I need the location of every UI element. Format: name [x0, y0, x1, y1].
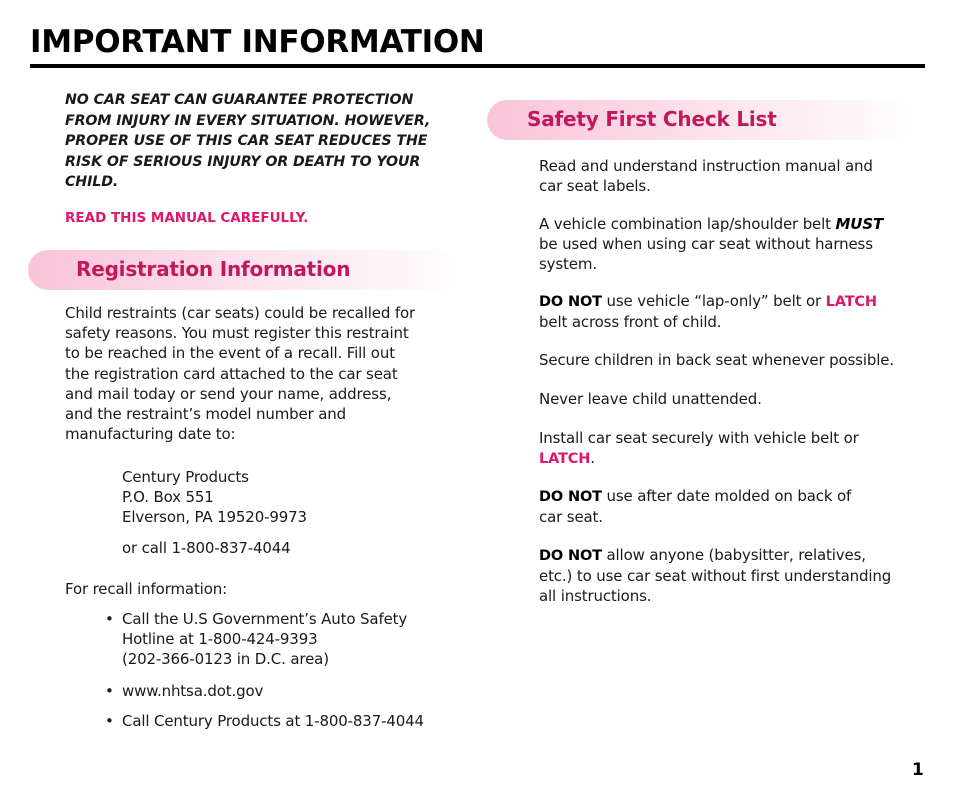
body-line: manufacturing date to:: [65, 425, 236, 444]
registration-heading: Registration Information: [76, 257, 351, 281]
latch-label: LATCH: [825, 294, 877, 310]
body-line: the registration card attached to the car seat: [65, 364, 398, 383]
warning-line: NO CAR SEAT CAN GUARANTEE PROTECTION: [65, 92, 414, 108]
body-line: and mail today or send your name, address,: [65, 384, 392, 403]
safety-warning: [65, 90, 460, 193]
address-city: Elverson, PA 19520-9973: [122, 508, 307, 527]
checklist-item: Never leave child unattended.: [539, 390, 762, 408]
bullet-icon: •: [105, 610, 114, 628]
checklist-item: DO NOT allow anyone (babysitter, relatives, etc.) to use car seat without first understanding all instructions.: [539, 546, 892, 606]
checklist-item: Read and understand instruction manual and car seat labels.: [539, 157, 873, 196]
registration-body: [65, 303, 460, 444]
address-company: Century Products: [122, 468, 249, 486]
body-line: safety reasons. You must register this restraint: [65, 324, 409, 343]
body-line: Child restraints (car seats) could be recalled for: [65, 304, 416, 322]
checklist-item: Install car seat securely with vehicle belt or LATCH.: [539, 429, 859, 468]
title-divider: [30, 64, 925, 68]
do-not-label: DO NOT: [539, 489, 602, 505]
body-line: to be reached in the event of a recall. Fill out: [65, 344, 395, 363]
checklist-item: DO NOT use after date molded on back of car seat.: [539, 487, 852, 527]
bullet-text: Call the U.S Government’s Auto Safety Hotline at 1-800-424-9393 (202-366-0123 in D.C. area): [122, 610, 408, 669]
checklist-heading: Safety First Check List: [527, 107, 777, 131]
checklist-item: DO NOT use vehicle “lap-only” belt or LATCH belt across front of child.: [539, 292, 877, 332]
nhtsa-website: www.nhtsa.dot.gov: [122, 682, 264, 700]
registration-header: [28, 250, 468, 290]
address-po-box: P.O. Box 551: [122, 488, 214, 507]
bullet-icon: •: [105, 712, 114, 730]
checklist-header: [487, 100, 922, 140]
checklist-item: A vehicle combination lap/shoulder belt MUST be used when using car seat without harness system.: [539, 215, 884, 274]
warning-line: PROPER USE OF THIS CAR SEAT REDUCES THE: [65, 133, 428, 149]
page-number: 1: [912, 760, 924, 780]
warning-line: RISK OF SERIOUS INJURY OR DEATH TO YOUR: [65, 153, 421, 170]
body-line: and the restraint’s model number and: [65, 405, 347, 424]
bullet-text: Call Century Products at 1-800-837-4044: [122, 712, 424, 730]
warning-block: [65, 90, 460, 226]
do-not-label: DO NOT: [539, 294, 602, 310]
recall-label: For recall information:: [65, 580, 227, 598]
latch-label: LATCH: [539, 451, 591, 468]
do-not-label: DO NOT: [539, 548, 602, 564]
read-manual-notice: READ THIS MANUAL CAREFULLY.: [65, 209, 309, 226]
page-title: IMPORTANT INFORMATION: [30, 24, 485, 60]
warning-line: FROM INJURY IN EVERY SITUATION. HOWEVER,: [65, 112, 431, 129]
mailing-address: [122, 467, 307, 528]
phone-number: or call 1-800-837-4044: [122, 539, 291, 557]
must-emphasis: MUST: [835, 215, 884, 233]
warning-line: CHILD.: [65, 174, 119, 190]
bullet-icon: •: [105, 682, 114, 700]
checklist-item: Secure children in back seat whenever possible.: [539, 351, 894, 369]
